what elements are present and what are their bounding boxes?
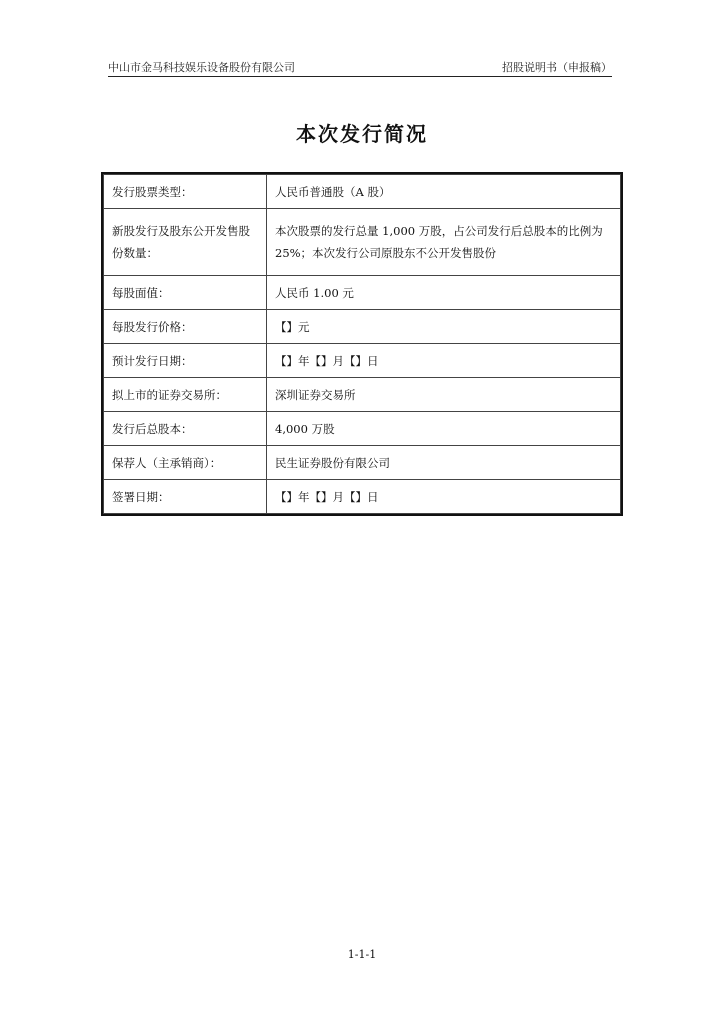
row-value: 4,000 万股 (267, 412, 621, 446)
row-label: 每股发行价格： (104, 310, 267, 344)
row-label: 发行后总股本： (104, 412, 267, 446)
table-row (104, 344, 621, 378)
row-value: 人民币 1.00 元 (267, 276, 621, 310)
row-value: 民生证券股份有限公司 (267, 446, 621, 480)
table-row (104, 446, 621, 480)
row-value: 【】元 (267, 310, 621, 344)
table-row (104, 378, 621, 412)
row-label: 拟上市的证券交易所： (104, 378, 267, 412)
table-row (104, 175, 621, 209)
row-value: 深圳证券交易所 (267, 378, 621, 412)
table-row (104, 310, 621, 344)
row-value: 【】年【】月【】日 (267, 480, 621, 514)
row-label: 签署日期： (104, 480, 267, 514)
table-row (104, 412, 621, 446)
row-label: 保荐人（主承销商）： (104, 446, 267, 480)
table-row (104, 209, 621, 276)
row-label: 预计发行日期： (104, 344, 267, 378)
page-title: 本次发行简况 (296, 122, 428, 146)
row-label: 新股发行及股东公开发售股份数量： (104, 209, 267, 276)
row-value: 人民币普通股（A 股） (267, 175, 621, 209)
row-value: 本次股票的发行总量 1,000 万股，占公司发行后总股本的比例为 25%；本次发行公司原股东不公开发售股份 (267, 209, 621, 276)
table-row (104, 480, 621, 514)
offering-summary-table (101, 172, 623, 516)
row-label: 每股面值： (104, 276, 267, 310)
header-document-type: 招股说明书（申报稿） (502, 61, 612, 74)
page-header (108, 58, 612, 77)
table-row (104, 276, 621, 310)
row-value: 【】年【】月【】日 (267, 344, 621, 378)
header-company-name: 中山市金马科技娱乐设备股份有限公司 (108, 61, 295, 74)
row-label: 发行股票类型： (104, 175, 267, 209)
page-number: 1-1-1 (347, 948, 377, 961)
